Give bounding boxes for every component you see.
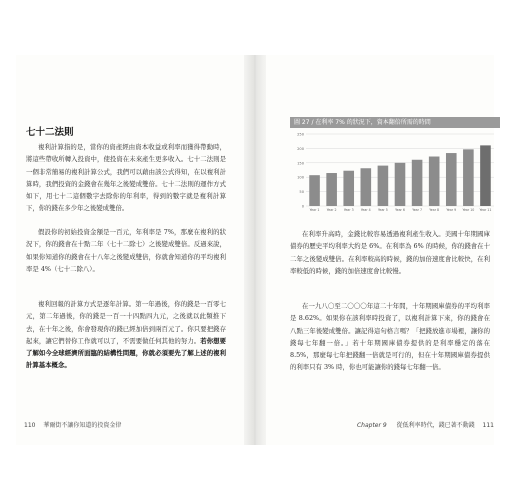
- x-tick-label: Year 1: [309, 208, 320, 212]
- right-running-title: 從低利率時代，錢已著不動錢: [396, 422, 475, 429]
- bar: [378, 166, 389, 206]
- x-tick-label: Year 11: [479, 208, 492, 212]
- right-paragraph-2: 在一九八〇至二〇〇〇年這二十年間，十年期國庫債券的平均利率是 8.62%。如果你在該利率時投資了，以複利計算下來，你的錢會在八點三年後變成雙倍。讓記得這句格言嗎？「把錢放進市場裡，讓你的錢每七年翻一倍。」若十年期國庫債券提供的是利率穩定的落在 8.5%，那麼每七年把錢翻一倍就是可行的，但在十年期國庫債券提供的利率只有 3% 時，你也可能讓你的錢每七年翻一倍。: [290, 302, 490, 372]
- chart-title: 圖 27 / 在利率 7% 的狀況下，資本翻倍所需的時間: [290, 117, 500, 128]
- book-gutter: [244, 55, 266, 445]
- bar: [446, 153, 457, 206]
- left-paragraph-3-text: 複利回報的計算方式是逐年計算。第一年過後，你的錢是一百零七元，第二年過後，你的錢是一百一十四點四九元，之後就以此類推下去，在十年之後，你會發現你的錢已經加倍到兩百元了。你只要把錢存起來，讓它們替你工作就可以了，不需要做任何其他的努力。: [26, 300, 226, 345]
- bar: [326, 173, 337, 206]
- y-tick-label: 100: [297, 175, 304, 180]
- bar: [463, 149, 474, 206]
- left-running-title: 華爾街不讓你知道的投資金律: [43, 422, 122, 429]
- bar: [429, 157, 440, 206]
- bar-chart-svg: [290, 118, 500, 218]
- right-paragraph-1: 在利率升高時，金錢比較容易透過複利產生收入。美國十年期國庫債券的歷史平均利率大約是 6%。在利率為 6% 的時候，你的錢會在十二年之後變成雙倍。在利率較高的時候，錢的加倍速度會比較快，在利率較低的時候，錢的加倍速度會比較慢。: [290, 230, 490, 275]
- x-tick-label: Year 5: [378, 208, 388, 212]
- y-tick-label: 250: [297, 132, 304, 137]
- x-tick-label: Year 7: [412, 208, 422, 212]
- y-tick-label: 0: [301, 204, 304, 209]
- right-page-number: 111: [482, 422, 494, 429]
- y-tick-label: 200: [297, 146, 304, 151]
- y-tick-label: 150: [297, 161, 304, 166]
- left-paragraph-3: [26, 298, 226, 372]
- x-tick-label: Year 8: [429, 208, 440, 212]
- x-tick-label: Year 2: [326, 208, 337, 212]
- left-folio: [24, 420, 121, 429]
- bold-conclusion: 若你想要了解如今全球經濟所面臨的結構性問題，你就必須要先了解上述的複利計算基本概念。: [26, 336, 227, 370]
- right-folio: [357, 420, 494, 429]
- x-tick-label: Year 3: [343, 208, 354, 212]
- bar: [343, 171, 354, 206]
- section-heading: 七十二法則: [26, 127, 74, 138]
- x-tick-label: Year 6: [395, 208, 405, 212]
- left-paragraph-2: 假設你的初始投資金額是一百元，年利率是 7%，那麼在複利的狀況下，你的錢會在十點二年（七十二除七）之後變成雙倍。反過來說，如果你知道你的錢會在十八年之後變成雙倍，你就會知道你的平均複利率是 4%（七十二除八）。: [26, 228, 226, 273]
- right-chapter-label: Chapter 9: [356, 422, 387, 429]
- y-tick-label: 50: [299, 190, 304, 195]
- left-paragraph-1: 複利計算指的是，當你的資產經由資本收益或利率而獲得帶動時，將這些帶收所轉入投資中，使投資在未來產生更多收入。七十二法則是一個非常簡易的複利計算公式，我們可以藉由該公式得知，在以複利計算時，我們投資的金錢會在幾年之後變成雙倍。七十二法則的運作方式如下，用七十二這個數字去除你的年利率，得到的數字就是複利計算下，你的錢在多少年之後變成雙倍。: [26, 143, 226, 213]
- bar: [412, 160, 423, 206]
- bar: [480, 145, 491, 206]
- x-tick-label: Year 4: [360, 208, 371, 212]
- left-page-number: 110: [24, 422, 36, 429]
- bar: [309, 175, 320, 206]
- x-tick-label: Year 10: [462, 208, 475, 212]
- bar-chart: [290, 118, 500, 218]
- bar: [395, 163, 406, 206]
- x-tick-label: Year 9: [446, 208, 457, 212]
- bar: [361, 168, 372, 206]
